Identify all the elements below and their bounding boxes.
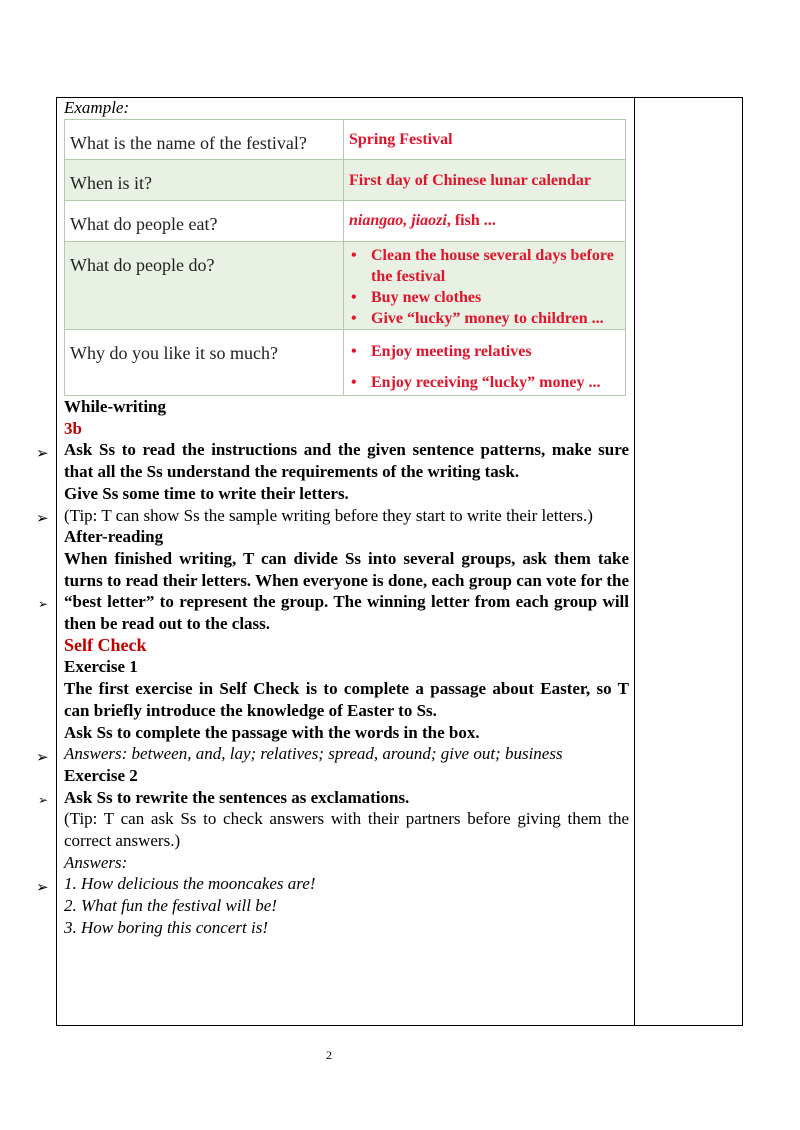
- answer-cell: [344, 330, 626, 396]
- after-reading-heading: After-reading: [64, 527, 164, 547]
- bullet-item: • Enjoy meeting relatives: [349, 341, 620, 362]
- example-label: Example:: [64, 98, 130, 117]
- question-cell: What is the name of the festival?: [65, 120, 344, 160]
- answer-rest: , fish ...: [446, 212, 496, 229]
- while-writing-heading: While-writing: [64, 397, 166, 416]
- table-row: [65, 201, 626, 242]
- answers-label: Answers:: [64, 852, 128, 872]
- tip-text: (Tip: T can show Ss the sample writing before they start to write their letters.): [64, 505, 593, 525]
- arrow-bullet-icon: ➢: [36, 509, 49, 527]
- bullet-item: • Give “lucky” money to children ...: [349, 308, 620, 329]
- arrow-bullet-icon: ➢: [36, 748, 49, 766]
- instruction-item: Give Ss some time to write their letters.: [64, 483, 349, 503]
- content-column: [64, 98, 629, 939]
- arrow-bullet-icon: ➢: [36, 444, 49, 462]
- answer-line: 2. What fun the festival will be!: [64, 896, 277, 916]
- question-cell: When is it?: [65, 160, 344, 201]
- tip-text: (Tip: T can ask Ss to check answers with their partners before giving them the correct answers.): [64, 809, 629, 851]
- answers-text: Answers: between, and, lay; relatives; spread, around; give out; business: [64, 744, 563, 764]
- instruction-item: The first exercise in Self Check is to complete a passage about Easter, so T can briefly introduce the knowledge of Easter to Ss.: [64, 679, 629, 720]
- instruction-item: Ask Ss to rewrite the sentences as exclamations.: [64, 787, 410, 807]
- answer-cell: [344, 201, 626, 242]
- table-row: [65, 120, 626, 160]
- answer-cell: [344, 242, 626, 330]
- answer-cell: First day of Chinese lunar calendar: [344, 160, 626, 201]
- arrow-bullet-icon: ➢: [38, 597, 49, 611]
- bullet-item: • Enjoy receiving “lucky” money ...: [349, 372, 620, 393]
- question-cell: What do people eat?: [65, 201, 344, 242]
- question-cell: Why do you like it so much?: [65, 330, 344, 396]
- instruction-item: Ask Ss to read the instructions and the given sentence patterns, make sure that all the Ss understand the requirements of the writing task.: [64, 440, 629, 482]
- table-row: [65, 160, 626, 201]
- example-table: [64, 119, 626, 396]
- question-cell: What do people do?: [65, 242, 344, 330]
- exercise-heading: Exercise 2: [64, 765, 138, 785]
- table-row: [65, 242, 626, 330]
- arrow-bullet-icon: ➢: [36, 878, 49, 896]
- arrow-bullet-icon: ➢: [38, 793, 49, 807]
- bullet-item: • Clean the house several days before the festival: [349, 245, 620, 287]
- step-3b-heading: 3b: [64, 418, 82, 438]
- answer-line: 1. How delicious the mooncakes are!: [64, 874, 316, 894]
- exercise-heading: Exercise 1: [64, 657, 138, 677]
- table-row: [65, 330, 626, 396]
- column-divider: [634, 97, 635, 1026]
- answer-italic: niangao, jiaozi: [349, 212, 447, 229]
- answer-cell: Spring Festival: [344, 120, 626, 160]
- instruction-item: When finished writing, T can divide Ss into several groups, ask them take turns to read their letters. When everyone is done, each group can vote for the “best letter” to represent the group. The winning letter from each group will then be read out to the class.: [64, 548, 629, 634]
- self-check-heading: Self Check: [64, 634, 147, 655]
- instruction-item: Ask Ss to complete the passage with the words in the box.: [64, 722, 480, 742]
- page-number: 2: [326, 1048, 332, 1062]
- answer-line: 3. How boring this concert is!: [64, 917, 268, 937]
- bullet-item: • Buy new clothes: [349, 287, 620, 308]
